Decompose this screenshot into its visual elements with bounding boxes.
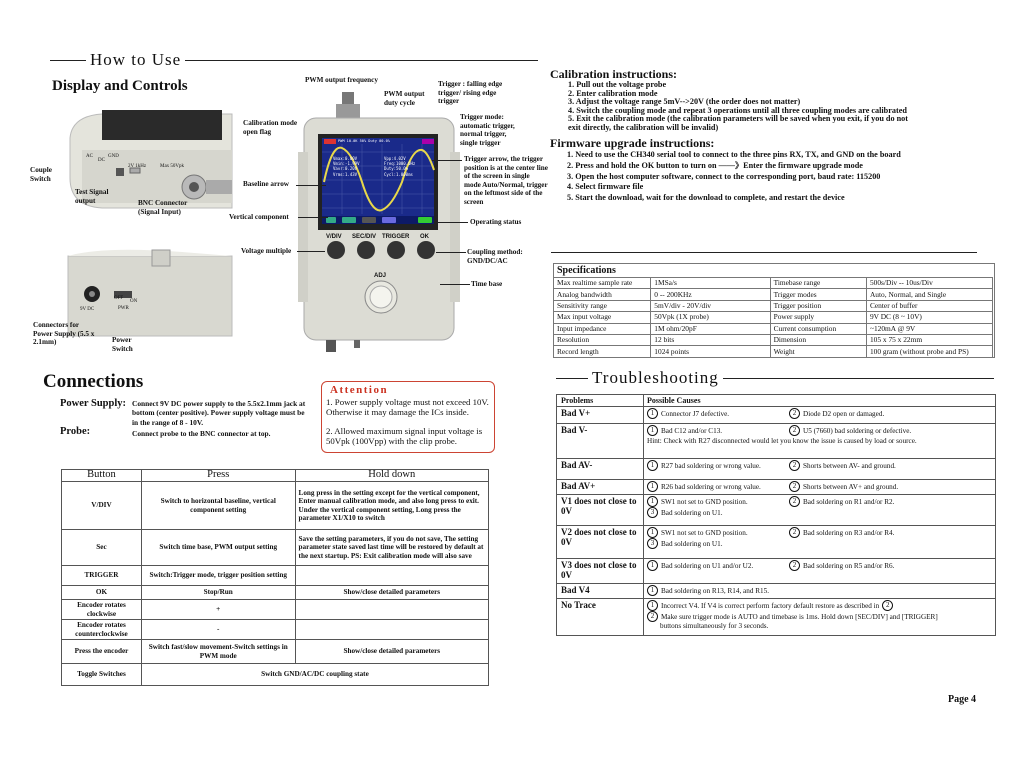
probe-text: Connect probe to the BNC connector at top. (132, 429, 271, 438)
spec-cell: 1024 points (651, 346, 770, 357)
firmware-step: 5. Start the download, wait for the download to complete, and restart the device (567, 193, 845, 203)
cause-text: Bad soldering on R1 and/or R2. (803, 497, 895, 506)
button-cell: Switch to horizontal baseline, vertical component setting (141, 482, 295, 530)
cause-number: 1 (647, 481, 658, 492)
cause-number: 1 (647, 496, 658, 507)
cause-number: 2 (789, 496, 800, 507)
spec-cell: Max input voltage (554, 312, 651, 323)
page-header-title: How to Use (86, 50, 185, 70)
ts-problem: Bad AV- (557, 459, 644, 479)
ts-row (557, 495, 995, 526)
screen-stats-left (333, 156, 360, 177)
spec-row (554, 300, 993, 311)
button-row (62, 640, 489, 664)
ts-cause-line (647, 507, 992, 518)
ts-cause-line (647, 611, 992, 622)
label-time-base: Time base (471, 280, 503, 288)
firmware-step: 2. Press and hold the OK button to turn on ——》Enter the firmware upgrade mode (567, 160, 863, 170)
spec-cell: 9V DC (8 ~ 10V) (866, 312, 992, 323)
screen-stats-right (384, 156, 415, 177)
button-cell: Encoder rotates counterclockwise (62, 620, 142, 640)
spec-cell: Center of buffer (866, 300, 992, 311)
spec-row (554, 278, 993, 289)
calibration-step: 4. Switch the coupling mode and repeat 3 operations until all three coupling modes are calibrated (568, 105, 907, 115)
label-baseline-arrow: Baseline arrow (243, 180, 289, 188)
ts-causes (644, 495, 995, 525)
calibration-step: 2. Enter calibration mode (568, 88, 658, 98)
stat-vavr: Vavr:0.20V (333, 166, 358, 172)
side-test-label: 2V 1kHz (128, 164, 147, 169)
cause-number: 2 (789, 481, 800, 492)
ts-cause-line (647, 585, 992, 596)
label-test-signal: Test Signal output (75, 188, 109, 205)
spec-cell: 5mV/div - 20V/div (651, 300, 770, 311)
spec-row (554, 323, 993, 334)
cause-number: 1 (647, 527, 658, 538)
side-dc-label: DC (98, 158, 105, 163)
ts-problem: Bad AV+ (557, 480, 644, 494)
ts-cause-line (647, 408, 992, 419)
spec-row (554, 289, 993, 300)
power-9v-label: 9V DC (80, 307, 95, 312)
label-coupling-method: Coupling method: GND/DC/AC (467, 248, 523, 265)
label-trigger-arrow: Trigger arrow, the trigger position is at the center line of the screen in single mode Auto/Normal, trigger on the leftmost side of the screen (464, 155, 548, 206)
ts-header-problems: Problems (557, 395, 644, 406)
secdiv-button-label: SEC/DIV (352, 234, 377, 240)
button-cell (295, 620, 488, 640)
spec-row (554, 312, 993, 323)
cause-text: Bad C12 and/or C13. (661, 426, 723, 435)
page-number: Page 4 (948, 694, 977, 705)
label-pwm-frequency: PWM output frequency (305, 76, 378, 84)
device-front (296, 92, 464, 356)
ts-causes (644, 526, 995, 558)
ts-row (557, 424, 995, 459)
ts-cause-line (647, 425, 992, 436)
label-bnc: BNC Connector (Signal Input) (138, 199, 188, 216)
button-cell: Stop/Run (141, 586, 295, 600)
spec-cell: Trigger position (770, 300, 866, 311)
button-cell: + (141, 600, 295, 620)
button-cell: Press the encoder (62, 640, 142, 664)
label-pwm-duty: PWM output duty cycle (384, 90, 425, 107)
button-cell: Toggle Switches (62, 664, 142, 686)
ts-row (557, 480, 995, 495)
cause-number: 2 (882, 600, 893, 611)
spec-cell: 1M ohm/20pF (651, 323, 770, 334)
calibration-step: 5. Exit the calibration mode (the calibration parameters will be saved when you exit, if you do not (568, 114, 908, 124)
ts-row (557, 407, 995, 424)
cause-number: 2 (789, 408, 800, 419)
cause-number: 1 (647, 425, 658, 436)
vdiv-button-label: V/DIV (326, 234, 342, 240)
cause-number: 2 (789, 527, 800, 538)
side-max-label: Max 50Vpk (160, 164, 185, 169)
ts-causes (644, 599, 995, 635)
label-couple-switch: Couple Switch (30, 166, 52, 183)
ok-button-label: OK (420, 234, 429, 240)
ts-problem: V2 does not close to 0V (557, 526, 644, 558)
cause-text: R26 bad soldering or wrong value. (661, 482, 761, 491)
label-operating-status: Operating status (470, 218, 522, 226)
button-row (62, 482, 489, 530)
ts-cause-line (647, 538, 992, 549)
troubleshooting-table (556, 394, 996, 636)
spec-cell: 50Vpk (1X probe) (651, 312, 770, 323)
stat-vrms: Vrms:1.43V (333, 171, 358, 177)
firmware-title: Firmware upgrade instructions: (550, 136, 715, 150)
ts-cause-line (647, 527, 992, 538)
cause-text: SW1 not set to GND position. (661, 528, 748, 537)
calibration-steps (568, 81, 908, 133)
button-cell: Switch time base, PWM output setting (141, 530, 295, 566)
calibration-title: Calibration instructions: (550, 67, 678, 81)
label-voltage-multiple: Voltage multiple (241, 247, 292, 255)
stat-vpp: Vpp:4.02V (384, 156, 406, 161)
header-hold: Hold down (295, 470, 488, 482)
screen-top-text: PWM 10.0K 50% Duty 00.0% (338, 139, 390, 143)
spec-cell: Sensitivity range (554, 300, 651, 311)
firmware-step: 4. Select firmware file (567, 182, 644, 192)
cause-continuation: buttons simultaneously for 3 seconds. (660, 622, 769, 630)
stat-duty: Duty:50.0% (384, 166, 409, 172)
spec-cell: 500s/Div -- 10us/Div (866, 278, 992, 289)
connections-title: Connections (43, 371, 144, 392)
spec-cell: Weight (770, 346, 866, 357)
side-gnd-label: GND (108, 154, 119, 159)
cause-number: 1 (647, 560, 658, 571)
ts-row (557, 526, 995, 559)
cause-number: 3 (647, 507, 658, 518)
firmware-steps (567, 150, 901, 204)
ts-problem: V1 does not close to 0V (557, 495, 644, 525)
header-press: Press (141, 470, 295, 482)
button-cell: Long press in the setting except for the vertical component, Enter manual calibration mode, and also long press to exit. Under the vertical component setting, Long press the parameter X1/X10 to switch (295, 482, 488, 530)
ts-cause-line (647, 560, 992, 571)
spec-cell: 100 gram (without probe and PS) (866, 346, 992, 357)
button-cell: Save the setting parameters, if you do not save, The setting parameter state saved last time will be restored by default at the next startup. PS: Exit calibration mode will also save (295, 530, 488, 566)
spec-cell: Trigger modes (770, 289, 866, 300)
cause-text: Incorrect V4. If V4 is correct perform factory default restore as described in (661, 601, 880, 610)
cause-text: Bad soldering on R3 and/or R4. (803, 528, 895, 537)
button-cell: Sec (62, 530, 142, 566)
ts-causes (644, 584, 995, 598)
button-cell (295, 600, 488, 620)
label-power-switch: Power Switch (112, 336, 133, 353)
button-cell (295, 566, 488, 586)
cause-text: Make sure trigger mode is AUTO and timebase is 1ms. Hold down [SEC/DIV] and [TRIGGER] (661, 612, 938, 621)
spec-cell: Dimension (770, 334, 866, 345)
ts-row (557, 459, 995, 480)
troubleshooting-title: Troubleshooting (588, 368, 723, 388)
ts-causes (644, 424, 995, 458)
ts-causes (644, 480, 995, 494)
spec-cell: Current consumption (770, 323, 866, 334)
cause-text: Bad soldering on U1 and/or U2. (661, 561, 754, 570)
button-cell: Switch GND/AC/DC coupling state (141, 664, 488, 686)
cause-text: Diode D2 open or damaged. (803, 409, 885, 418)
spec-row (554, 346, 993, 357)
ts-causes (644, 407, 995, 423)
cause-number: 2 (789, 460, 800, 471)
button-cell: OK (62, 586, 142, 600)
power-on-label: ON (130, 299, 138, 304)
ts-causes (644, 559, 995, 583)
side-ac-label: AC (86, 154, 93, 159)
cause-text: Bad soldering on R5 and/or R6. (803, 561, 895, 570)
ts-problem: V3 does not close to 0V (557, 559, 644, 583)
button-cell: TRIGGER (62, 566, 142, 586)
cause-number: 1 (647, 408, 658, 419)
ts-row (557, 599, 995, 635)
ts-cause-line (647, 481, 992, 492)
ts-causes (644, 459, 995, 479)
ts-cause-line (647, 600, 992, 611)
button-cell: Show/close detailed parameters (295, 640, 488, 664)
label-trigger-mode: Trigger mode: automatic trigger, normal trigger, single trigger (460, 113, 515, 147)
specifications-title: Specifications (557, 265, 616, 276)
button-table (61, 469, 489, 686)
display-controls-title: Display and Controls (52, 78, 188, 94)
cause-number: 2 (789, 425, 800, 436)
button-cell: Switch fast/slow movement-Switch settings in PWM mode (141, 640, 295, 664)
label-trigger-edge: Trigger : falling edge trigger/ rising edge trigger (438, 80, 503, 105)
button-row (62, 586, 489, 600)
ts-row (557, 559, 995, 584)
spec-cell: Record length (554, 346, 651, 357)
button-row (62, 530, 489, 566)
ts-cause-line (647, 496, 992, 507)
label-power-connectors: Connectors for Power Supply (5.5 x 2.1mm) (33, 321, 95, 346)
power-pwr-label: PWR (118, 306, 129, 311)
cause-number: 1 (647, 585, 658, 596)
ts-header-causes: Possible Causes (647, 396, 701, 405)
button-cell: Show/close detailed parameters (295, 586, 488, 600)
button-row (62, 664, 489, 686)
button-cell: V/DIV (62, 482, 142, 530)
power-off-label: OFF (114, 296, 124, 301)
spec-cell: Input impedance (554, 323, 651, 334)
cause-number: 2 (647, 611, 658, 622)
spec-cell: 0 -- 200KHz (651, 289, 770, 300)
cause-text: Bad soldering on U1. (661, 539, 723, 548)
button-row (62, 566, 489, 586)
cause-text: R27 bad soldering or wrong value. (661, 461, 761, 470)
button-row (62, 600, 489, 620)
spec-cell: 12 bits (651, 334, 770, 345)
calibration-step: 3. Adjust the voltage range 5mV-->20V (the order does not matter) (568, 97, 801, 107)
label-vertical-component: Vertical component (229, 213, 289, 221)
attention-title: Attention (330, 384, 389, 396)
attention-item-2: 2. Allowed maximum signal input voltage is 50Vpk (100Vpp) with the clip probe. (326, 426, 483, 446)
spec-cell: Max realtime sample rate (554, 278, 651, 289)
calibration-step: 1. Pull out the voltage probe (568, 80, 667, 89)
cause-number: 1 (647, 460, 658, 471)
spec-cell: Power supply (770, 312, 866, 323)
specifications (553, 263, 995, 358)
button-cell: - (141, 620, 295, 640)
spec-cell: Analog bandwidth (554, 289, 651, 300)
ts-problem: Bad V- (557, 424, 644, 458)
firmware-step: 3. Open the host computer software, connect to the corresponding port, baud rate: 115200 (567, 171, 881, 181)
cause-text: Shorts between AV+ and ground. (803, 482, 899, 491)
cause-text: U5 (7660) bad soldering or defective. (803, 426, 912, 435)
spec-cell: 1MSa/s (651, 278, 770, 289)
stat-freq: Freq:1000.0Hz (384, 161, 416, 167)
spec-cell: Resolution (554, 334, 651, 345)
cause-text: SW1 not set to GND position. (661, 497, 748, 506)
button-cell: Encoder rotates clockwise (62, 600, 142, 620)
ts-row (557, 584, 995, 599)
spec-cell: Auto, Normal, and Single (866, 289, 992, 300)
cause-number: 1 (647, 600, 658, 611)
stat-cycl: Cycl:1.000ms (384, 171, 413, 177)
ts-problem: Bad V4 (557, 584, 644, 598)
ts-cause-line (647, 460, 992, 471)
power-supply-text: Connect 9V DC power supply to the 5.5x2.1mm jack at bottom (center positive). Power supply voltage must be in the range of 8 - 10V. (132, 399, 306, 427)
probe-label: Probe: (60, 426, 91, 437)
cause-text: Bad soldering on U1. (661, 508, 723, 517)
firmware-step: 1. Need to use the CH340 serial tool to connect to the three pins RX, TX, and GND on the board (567, 150, 901, 159)
spec-cell: 105 x 75 x 22mm (866, 334, 992, 345)
trigger-button-label: TRIGGER (382, 234, 410, 240)
cause-text: Shorts between AV- and ground. (803, 461, 896, 470)
spec-cell: ~120mA @ 9V (866, 323, 992, 334)
calibration-step: exit directly, the calibration will be invalid) (568, 122, 719, 132)
button-cell: Switch:Trigger mode, trigger position setting (141, 566, 295, 586)
adj-knob-label: ADJ (374, 273, 387, 279)
cause-text: Connector J7 defective. (661, 409, 730, 418)
stat-vmin: Vmin:-1.99V (333, 161, 360, 167)
spec-cell: Timebase range (770, 278, 866, 289)
ts-problem: No Trace (557, 599, 644, 635)
stat-vmax: Vmax:0.00V (333, 156, 358, 161)
cause-number: 2 (789, 560, 800, 571)
cause-hint: Hint: Check with R27 disconnected would let you know the issue is caused by load or source. (647, 437, 917, 445)
spec-row (554, 334, 993, 345)
cause-number: 3 (647, 538, 658, 549)
header-button: Button (62, 470, 142, 482)
cause-text: Bad soldering on R13, R14, and R15. (661, 586, 770, 595)
button-row (62, 620, 489, 640)
power-supply-label: Power Supply: (60, 398, 127, 409)
label-calibration-flag: Calibration mode open flag (243, 119, 298, 136)
attention-item-1: 1. Power supply voltage must not exceed 10V. Otherwise it may damage the ICs inside. (326, 397, 489, 417)
ts-problem: Bad V+ (557, 407, 644, 423)
